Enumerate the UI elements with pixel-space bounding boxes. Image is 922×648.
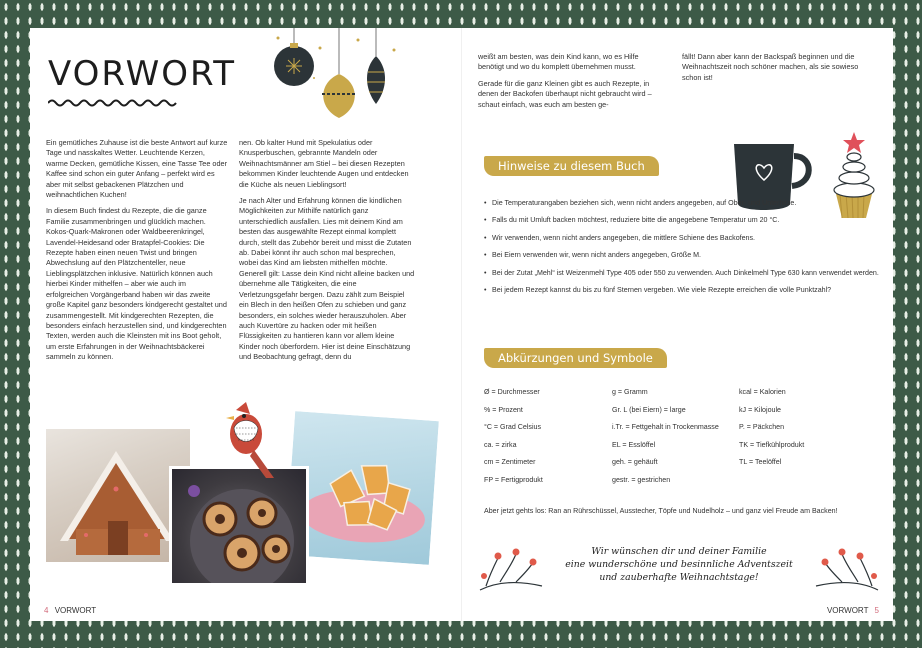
table-row	[484, 406, 884, 424]
continued-text-column-1	[478, 52, 664, 116]
table-row	[484, 423, 884, 441]
abbreviation: FP = Fertigprodukt	[484, 475, 543, 484]
right-page	[461, 28, 893, 621]
intro-text-column-1	[46, 138, 228, 369]
table-row	[484, 476, 884, 494]
abbreviation: TL = Teelöffel	[739, 458, 782, 467]
abbreviation: P. = Päckchen	[739, 423, 785, 432]
intro-paragraph: Gerade für die ganz Kleinen gibt es auch Rezepte, in denen der Backofen überhaupt nicht gebraucht wird – schaut einfach, was euch am besten ge-	[478, 78, 652, 109]
page-number: 4	[44, 606, 49, 615]
intro-paragraph: weißt am besten, was dein Kind kann, wo es Hilfe benötigt und wo du komplett übernehmen musst.	[478, 52, 639, 72]
abbreviation: cm = Zentimeter	[484, 458, 536, 467]
page-footer	[827, 606, 883, 615]
greeting-line: Wir wünschen dir und deiner Familie	[591, 546, 767, 557]
list-item: • Wir verwenden, wenn nicht anders angegeben, die mittlere Schiene des Backofens.	[484, 233, 879, 243]
abbreviation: ca. = zirka	[484, 440, 517, 449]
list-item: • Bei jedem Rezept kannst du bis zu fünf Sternen vergeben. Wie viele Rezepte erreichen die volle Punktzahl?	[484, 285, 879, 295]
list-item: • Falls du mit Umluft backen möchtest, reduziere bitte die angegebene Temperatur um 20 °C.	[484, 215, 879, 225]
berry-branch-icon	[812, 546, 882, 594]
section-title-notes: Hinweise zu diesem Buch	[484, 156, 659, 176]
greeting-line: eine wunderschöne und besinnliche Adventszeit	[565, 559, 793, 571]
section-title-abbreviations: Abkürzungen und Symbole	[484, 348, 667, 368]
abbreviation: g = Gramm	[612, 388, 648, 396]
abbreviation: Gr. L (bei Eiern) = large	[612, 405, 686, 414]
closing-paragraph: Aber jetzt gehts los: Ran an Rührschüssel, Ausstecher, Töpfe und Nudelholz – und ganz viel Freude am Backen!	[484, 507, 838, 515]
footer-label: VORWORT	[826, 606, 869, 615]
footer-label: VORWORT	[54, 606, 97, 615]
intro-paragraph: Je nach Alter und Erfahrung können die kindlichen Möglichkeiten zur Mithilfe natürlich ganz unterschiedlich ausfallen. Lies mit deinem Kind am besten das ausgewählte Rezept einmal komplett durch, stellt das Zubehör bereit und misst die Zutaten ab. Dabei könnt ihr auch schon mal besprechen, wobei das Kind am liebsten mithelfen möchte. Generell gilt: Lasse dein Kind nicht alleine backen und übernehme alle Tätigkeiten, die eine Verletzungsgefahr bergen. Dazu zählt zum Beispiel ein Blech in den heißen Ofen zu schieben und ganz besonders, ein solches wieder herauszuholen. Aber auch Kuvertüre zu hacken oder mit heißen Flüssigkeiten zu hantieren kann vor allem kleine Kinder noch überfordern. Hier ist deine Einschätzung und Beobachtung gefragt, denn du	[239, 196, 415, 362]
abbreviation: i.Tr. = Fettgehalt in Trockenmasse	[612, 423, 719, 432]
abbreviation: EL = Esslöffel	[612, 440, 656, 449]
abbreviation: °C = Grad Celsius	[484, 423, 542, 432]
abbreviation: kJ = Kilojoule	[739, 405, 781, 414]
list-item: • Die Temperaturangaben beziehen sich, wenn nicht anders angegeben, auf Ober- und Unterhitze.	[484, 198, 879, 208]
berry-branch-icon	[476, 546, 546, 594]
abbreviation: kcal = Kalorien	[739, 388, 786, 396]
intro-paragraph: Ein gemütliches Zuhause ist die beste Antwort auf kurze Tage und nasskaltes Wetter. Leuchtende Kerzen, warme Decken, gemütliche Kissen, eine Tasse Tee oder Kaffee sind schon ein guter Anfang – perfekt wird es aber mit selbst gebackenen Plätzchen und weihnachtlichen Kuchen!	[46, 138, 228, 200]
table-row	[484, 441, 884, 459]
abbreviation: gestr. = gestrichen	[612, 475, 671, 484]
abbreviation: TK = Tiefkühlprodukt	[739, 440, 805, 449]
wave-divider-icon	[48, 98, 180, 108]
continued-text-column-2	[682, 52, 872, 89]
table-row	[484, 388, 884, 406]
list-item: • Bei der Zutat „Mehl“ ist Weizenmehl Type 405 oder 550 zu verwenden. Auch Dinkelmehl Type 630 kann verwendet werden.	[484, 268, 879, 278]
intro-text-column-2	[239, 138, 415, 369]
table-row	[484, 458, 884, 476]
abbreviation: geh. = gehäuft	[612, 458, 658, 467]
list-item: • Bei Eiern verwenden wir, wenn nicht anders angegeben, Größe M.	[484, 250, 879, 260]
abbreviation	[739, 476, 879, 494]
greeting-line: und zauberhafte Weihnachtstage!	[599, 572, 759, 584]
intro-paragraph: fällt! Dann aber kann der Backspaß beginnen und die Weihnachtszeit noch schöner machen, als sie sowieso schon ist!	[682, 52, 859, 82]
intro-paragraph: nen. Ob kalter Hund mit Spekulatius oder Knusperbuschen, gebrannte Mandeln oder Weihnachtsmänner am Stiel – bei diesen Rezepten bekommen Kinder leuchtende Augen und entdecken die Küche als neuen Lieblingsort!	[239, 138, 409, 189]
left-page	[30, 28, 461, 621]
notes-list	[484, 198, 879, 302]
page-title: VORWORT	[48, 54, 236, 94]
holiday-greeting	[554, 545, 804, 585]
bird-illustration-icon	[216, 400, 276, 480]
abbreviation: % = Prozent	[484, 405, 523, 414]
book-spread	[30, 28, 893, 621]
intro-paragraph: In diesem Buch findest du Rezepte, die die ganze Familie zusammenbringen und glücklich machen. Kokos-Quark-Makronen oder Waldbeerenkringel, Lavendel-Heidesand oder Bratapfel-Cookies: Die Rezepte haben einen neuen Twist und bringen Abwechslung auf den Plätzchenteller, neue Lieblingsplätzchen inklusive. Natürlich können auch hierbei Kinder mithelfen – aber wie auch im erfolgreichen Vorgängerband haben wir das zweite große Kapitel ganz besonders kindgerecht gestaltet und zusammengestellt. Mit kindgerechten Rezepten, die besonders einfach herzustellen sind, und kindgerechten Texten, werden auch die Kleinsten mit ins Boot geholt, um erste Erfahrungen in der Weihnachtsbäckerei sammeln zu können.	[46, 206, 227, 362]
christmas-ornaments-icon	[270, 28, 400, 128]
abbreviations-table	[484, 388, 884, 494]
page-footer	[40, 606, 96, 615]
page-number: 5	[874, 606, 879, 615]
abbreviation: Ø = Durchmesser	[484, 388, 540, 396]
cinnamon-rolls-photo	[169, 466, 309, 586]
